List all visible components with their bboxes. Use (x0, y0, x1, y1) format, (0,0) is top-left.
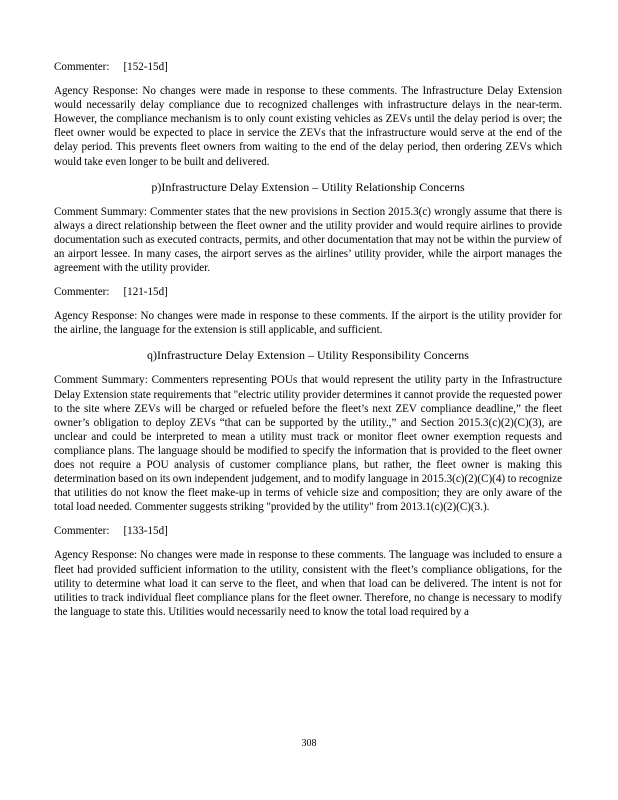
agency-response: Agency Response: No changes were made in response to these comments. The language was included to ensure a fleet had provided sufficient information to the utility, consistent with the fleet’s compliance obligations, for the utility to determine what load it can serve to the fleet, and when that load can be delivered. The intent is not for utilities to track individual fleet compliance plans for the fleet owner. Therefore, no change is necessary to modify the language to state this. Utilities would necessarily need to know the total load required by a (54, 549, 562, 618)
section-heading-p: p)Infrastructure Delay Extension – Utility Relationship Concerns (151, 179, 465, 194)
commenter-ids: [121-15d] (123, 286, 168, 299)
section-heading-q: q)Infrastructure Delay Extension – Utility Responsibility Concerns (147, 348, 469, 363)
commenter-line (54, 285, 562, 299)
document-page (54, 60, 562, 629)
commenter-line (54, 60, 562, 74)
commenter-label: Commenter: (54, 525, 110, 538)
agency-response: Agency Response: No changes were made in response to these comments. The Infrastructure Delay Extension would necessarily delay compliance due to recognized challenges with infrastructure delays in the near-term. However, the compliance mechanism is to only count existing vehicles as ZEVs until the delay period is over; the fleet owner would be expected to place in service the ZEVs that the infrastructure would serve at the end of the delay period. This prevents fleet owners from waiting to the end of the delay period, then ordering ZEVs which would take even longer to be built and delivered. (54, 85, 562, 168)
agency-response: Agency Response: No changes were made in response to these comments. If the airport is the utility provider for the airline, the language for the extension is still applicable, and sufficient. (54, 310, 562, 337)
commenter-line (54, 524, 562, 538)
commenter-label: Commenter: (54, 286, 110, 299)
commenter-ids: [133-15d] (123, 525, 168, 538)
commenter-ids: [152-15d] (123, 61, 168, 73)
comment-summary: Comment Summary: Commenter states that the new provisions in Section 2015.3(c) wrongly assume that there is always a direct relationship between the fleet owner and the utility provider and would require airlines to provide documentation such as executed contracts, permits, and other documentation that may not be within the purview of an airport lessee. In many cases, the airport serves as the airlines’ utility provider, while the airport manages the agreement with the utility provider. (54, 205, 562, 275)
comment-summary: Comment Summary: Commenters representing POUs that would represent the utility party in the Infrastructure Delay Extension state requirements that "electric utility provider determines it cannot provide the requested power to the site where ZEVs will be charged or refueled before the fleet’s next ZEV compliance deadline,” the fleet owner’s obligation to deploy ZEVs “that can be supported by the utility.,” and Section 2015.3(c)(2)(C)(3), are unclear and could be interpreted to mean a utility must track or monitor fleet owner exemption requests and compliance plans. The language should be modified to specify the information that is provided to the fleet owner does not require a POU analysis of customer compliance plans, but rather, the fleet owner is making this determination based on its own independent judgement, and to modify language in 2015.3(c)(2)(C)(4) to recognize that utilities do not know the fleet make-up in terms of vehicle size and composition; they are only aware of the total load needed. Commenter suggests striking "provided by the utility" from 2013.1(c)(2)(C)(3.). (54, 374, 562, 514)
page-number: 308 (301, 738, 317, 749)
commenter-label: Commenter: (54, 61, 110, 73)
